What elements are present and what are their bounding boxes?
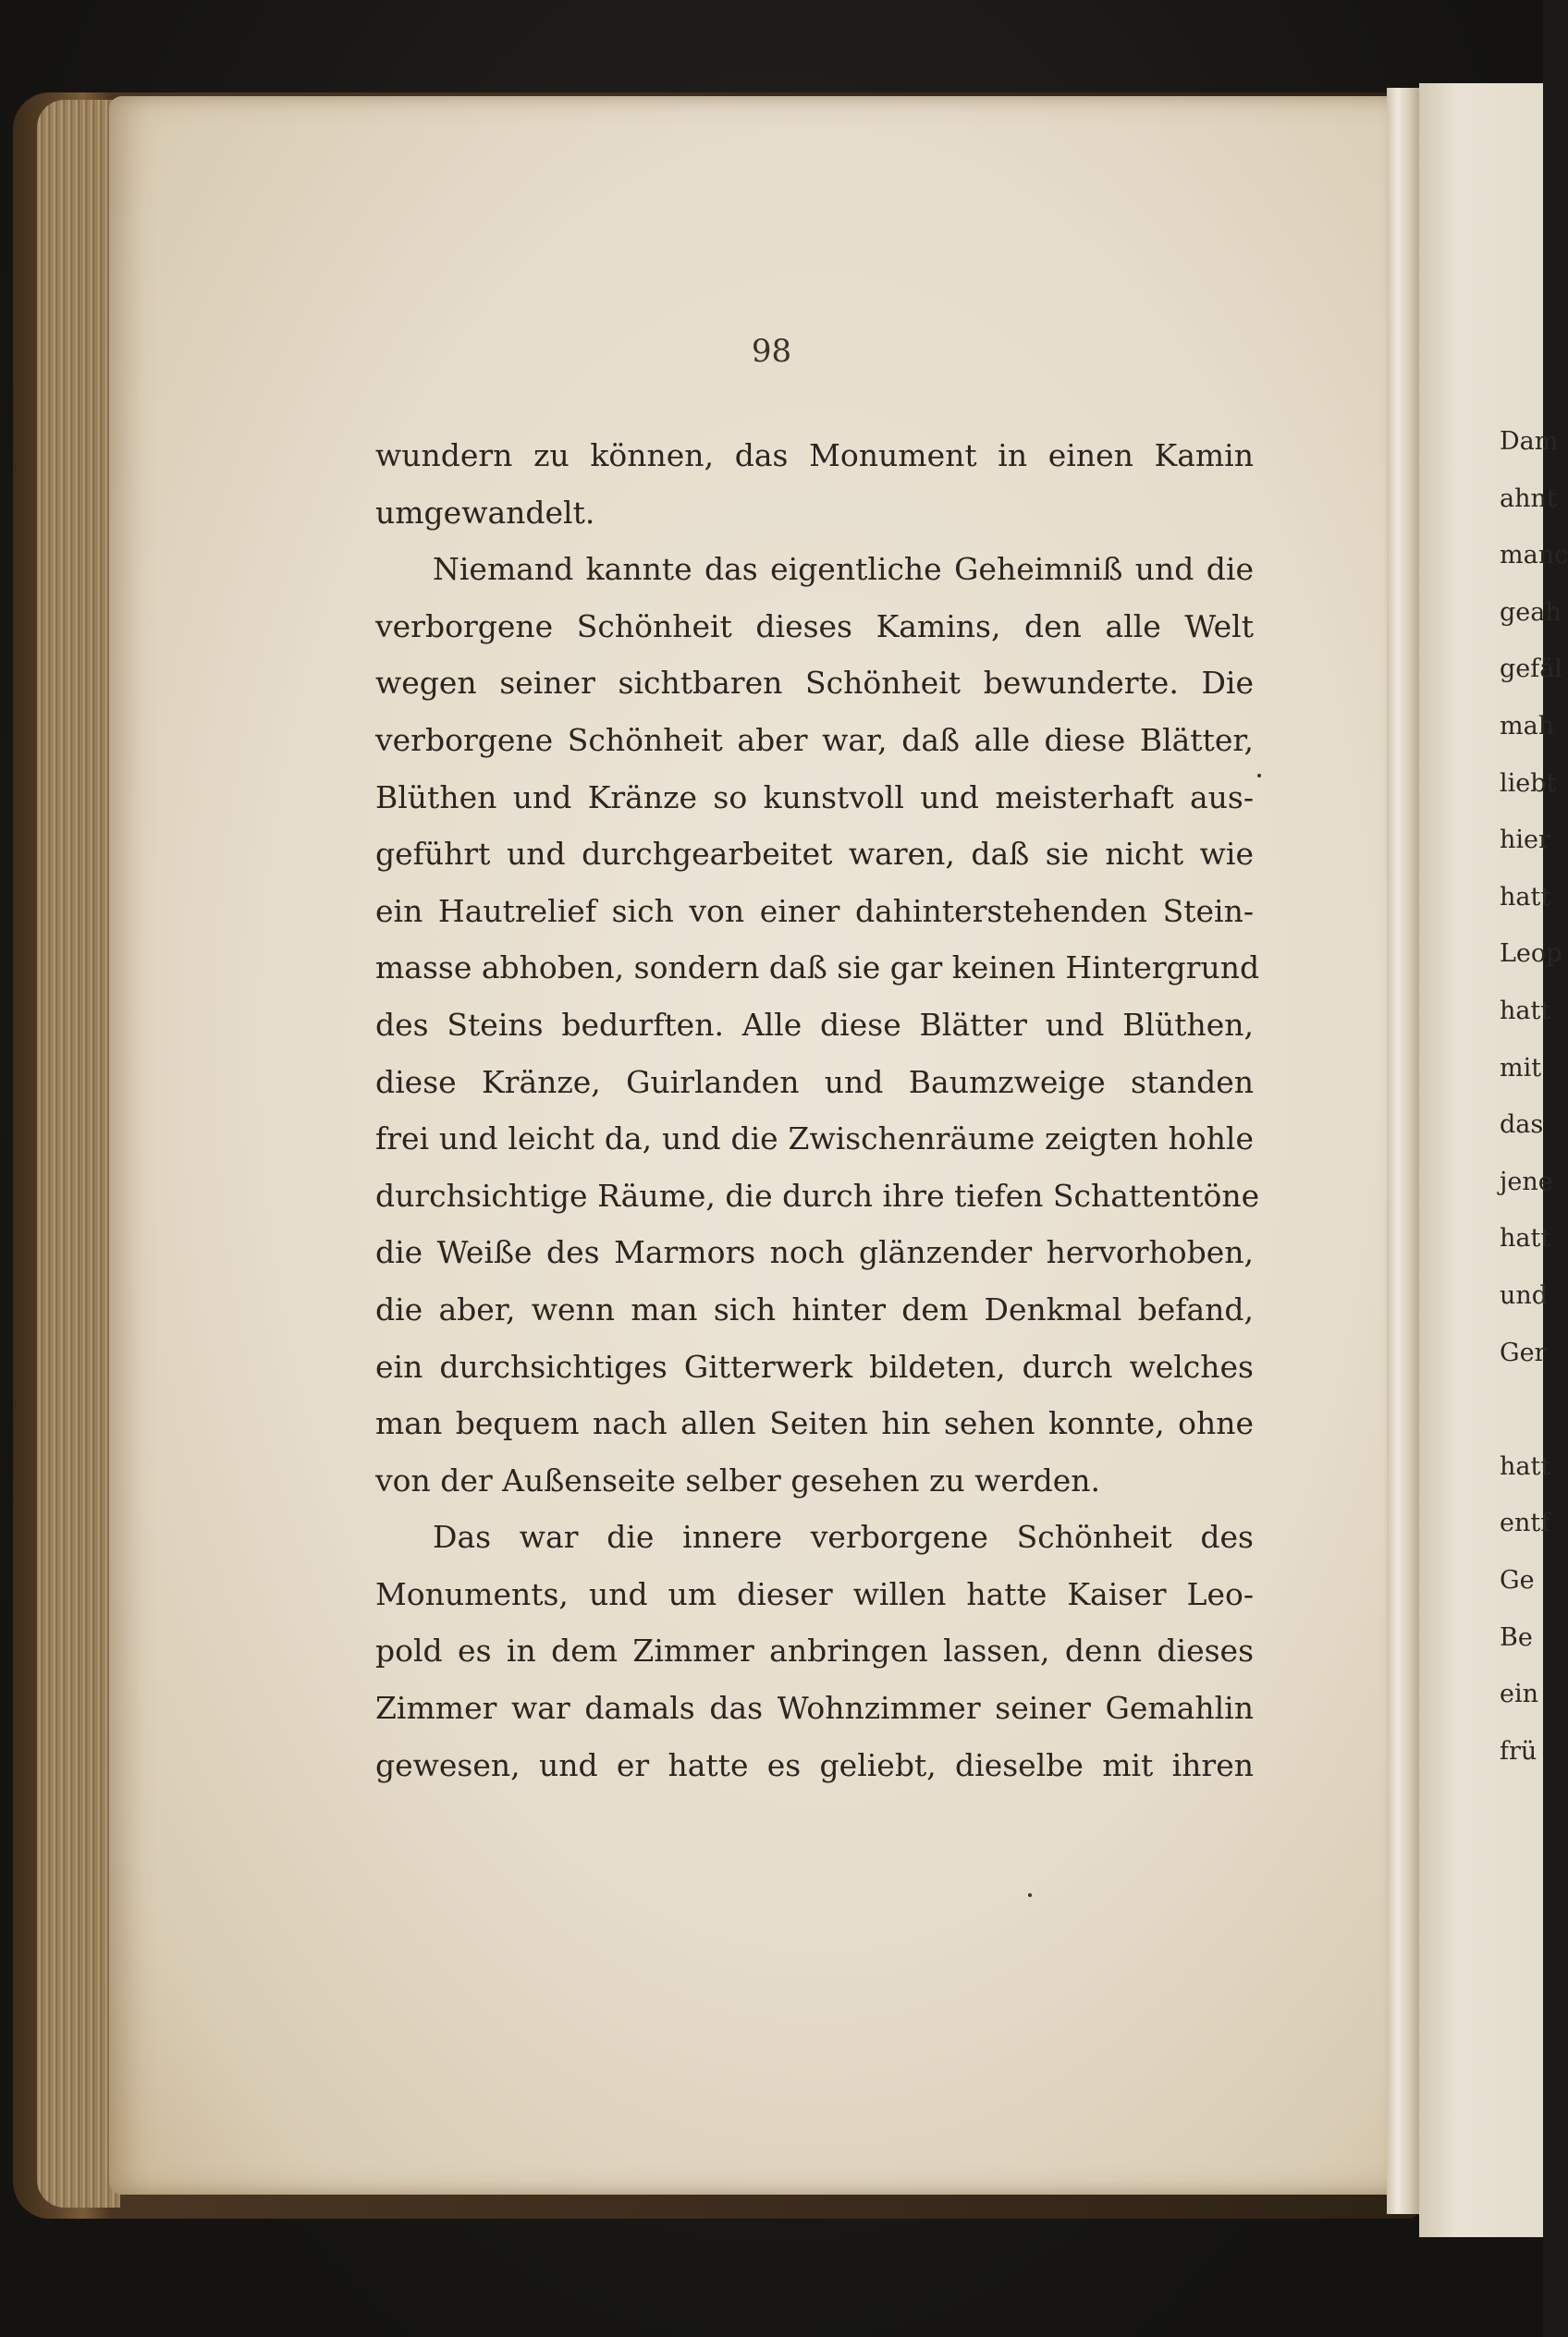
facing-page-fragment: liebt: [1500, 768, 1557, 798]
facing-page-fragment: das: [1500, 1110, 1544, 1140]
text-line: Das war die innere verborgene Schönheit des: [433, 1519, 1254, 1556]
text-line: diese Kränze, Guirlanden und Baumzweige standen: [375, 1063, 1254, 1100]
text-line: pold es in dem Zimmer anbringen lassen, denn dieses: [375, 1633, 1254, 1670]
facing-page-fragment: Leop: [1500, 939, 1562, 969]
facing-page-fragment: gefäl: [1500, 655, 1562, 684]
page-stack-edge: [37, 100, 120, 2208]
facing-page-fragment: hatt: [1500, 1224, 1551, 1254]
facing-page-fragment: entf: [1500, 1509, 1550, 1538]
facing-page-fragment: Ger: [1500, 1338, 1547, 1367]
body-text: [375, 427, 1260, 1793]
facing-page-fragment: hier: [1500, 826, 1550, 855]
text-line: wegen seiner sichtbaren Schönheit bewunderte. Die: [375, 665, 1254, 702]
facing-page-fragment: frü: [1500, 1736, 1537, 1766]
ink-speck: [1257, 774, 1261, 777]
text-line: von der Außenseite selber gesehen zu werden.: [375, 1462, 1101, 1499]
text-line: umgewandelt.: [375, 494, 595, 531]
text-line: masse abhoben, sondern daß sie gar keinen Hintergrund: [375, 949, 1260, 986]
text-line: geführt und durchgearbeitet waren, daß sie nicht wie: [375, 836, 1254, 873]
facing-page-fragment: ahnt: [1500, 483, 1557, 513]
facing-page-fragment: Dam: [1500, 427, 1559, 456]
facing-page: [1419, 83, 1568, 2237]
facing-page-fragment: Be: [1500, 1622, 1533, 1652]
text-line: ein durchsichtiges Gitterwerk bildeten, durch welches: [375, 1348, 1254, 1385]
facing-page-fragment: Ge: [1500, 1566, 1535, 1595]
text-line: Monuments, und um dieser willen hatte Kaiser Leo-: [375, 1575, 1254, 1612]
text-line: Niemand kannte das eigentliche Geheimniß und die: [433, 551, 1254, 588]
text-line: des Steins bedurften. Alle diese Blätter und Blüthen,: [375, 1006, 1254, 1043]
text-line: Zimmer war damals das Wohnzimmer seiner Gemahlin: [375, 1690, 1254, 1727]
text-line: durchsichtige Räume, die durch ihre tiefen Schattentöne: [375, 1177, 1260, 1214]
facing-page-fragment: hatt: [1500, 997, 1551, 1025]
text-line: gewesen, und er hatte es geliebt, dieselbe mit ihren: [375, 1746, 1254, 1783]
facing-page-fragment: mah: [1500, 712, 1555, 740]
facing-page-fragment: geah: [1500, 597, 1562, 627]
page-number: 98: [751, 333, 792, 370]
facing-page-fragment: mit: [1500, 1053, 1542, 1083]
text-line: verborgene Schönheit dieses Kamins, den alle Welt: [375, 607, 1254, 644]
book-gutter: [1387, 88, 1424, 2214]
facing-page-fragment: jene: [1500, 1167, 1553, 1196]
text-line: Blüthen und Kränze so kunstvoll und meisterhaft aus-: [375, 778, 1254, 815]
text-line: die aber, wenn man sich hinter dem Denkmal befand,: [375, 1291, 1254, 1328]
text-line: frei und leicht da, und die Zwischenräume zeigten hohle: [375, 1120, 1254, 1157]
ink-speck: [1028, 1893, 1032, 1897]
facing-page-fragment: manc: [1500, 541, 1568, 570]
text-line: man bequem nach allen Seiten hin sehen konnte, ohne: [375, 1405, 1254, 1442]
text-line: ein Hautrelief sich von einer dahinterstehenden Stein-: [375, 892, 1254, 929]
facing-page-fragment: hatt: [1500, 1451, 1551, 1481]
text-line: die Weiße des Marmors noch glänzender hervorhoben,: [375, 1234, 1254, 1271]
text-line: wundern zu können, das Monument in einen Kamin: [375, 437, 1254, 473]
facing-page-fragment: hatt: [1500, 882, 1551, 912]
text-line: verborgene Schönheit aber war, daß alle diese Blätter,: [375, 721, 1254, 758]
facing-page-fragment: ein: [1500, 1680, 1539, 1709]
facing-page-fragment: und: [1500, 1281, 1549, 1310]
